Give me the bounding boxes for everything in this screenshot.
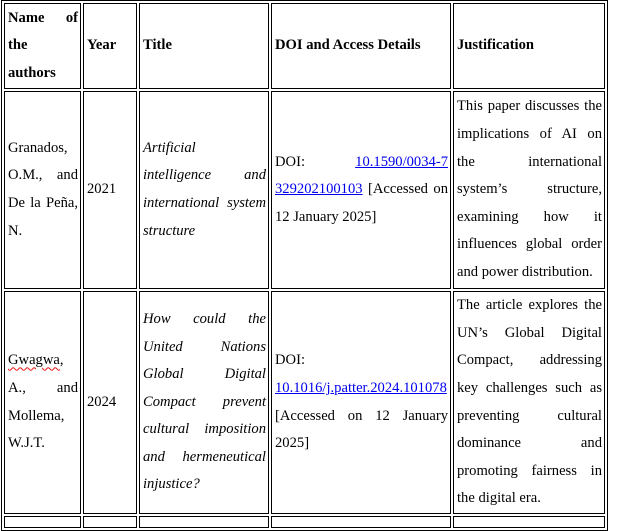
justification-cell xyxy=(453,91,605,289)
year-text: 2024 xyxy=(87,393,117,410)
title-cell xyxy=(139,91,269,289)
header-row xyxy=(4,3,605,89)
title-text: Artificial intelligence and international system structure xyxy=(143,139,266,239)
year-cell xyxy=(83,91,137,289)
access-text: [Accessed on 12 January 2025] xyxy=(275,407,448,452)
justification-cell xyxy=(453,291,605,514)
authors-cell xyxy=(4,291,81,514)
table-row-partial xyxy=(4,516,605,528)
doi-label: DOI: xyxy=(275,352,305,369)
table-row xyxy=(4,91,605,289)
header-justification: Justification xyxy=(453,3,605,89)
title-cell xyxy=(139,291,269,514)
authors-text: , A., and Mollema, W.J.T. xyxy=(8,352,78,452)
doi-cell xyxy=(271,91,451,289)
justification-text: The article explores the UN’s Global Digital Compact, addressing key challenges such as preventing cultural dominance and promoting fairness in the digital era. xyxy=(457,297,602,507)
doi-label: DOI: xyxy=(275,153,305,170)
authors-flagged-text: Gwagwa xyxy=(8,352,60,369)
year-cell xyxy=(83,291,137,514)
header-doi: DOI and Access Details xyxy=(271,3,451,89)
empty-cell xyxy=(4,516,81,528)
header-authors: Name of the authors xyxy=(4,3,81,89)
doi-link[interactable]: 10.1016/j.patter.2024.101078 xyxy=(275,379,447,396)
doi-link[interactable]: 10.1590/0034-7329202100103 xyxy=(275,153,448,198)
access-text: [Accessed on 12 January 2025] xyxy=(275,181,448,225)
empty-cell xyxy=(83,516,137,528)
header-year: Year xyxy=(83,3,137,89)
empty-cell xyxy=(453,516,605,528)
justification-text: This paper discusses the implications of AI on the international system’s structure, examining how it influences global order and power distribution. xyxy=(457,98,602,280)
title-text: How could the United Nations Global Digital Compact prevent cultural imposition and hermeneutical injustice? xyxy=(143,310,266,493)
doi-cell xyxy=(271,291,451,514)
year-text: 2021 xyxy=(87,181,117,198)
empty-cell xyxy=(139,516,269,528)
references-table xyxy=(1,0,608,531)
header-title: Title xyxy=(139,3,269,89)
authors-cell xyxy=(4,91,81,289)
empty-cell xyxy=(271,516,451,528)
table-row xyxy=(4,291,605,514)
authors-text: Granados, O.M., and De la Peña, N. xyxy=(8,139,78,239)
